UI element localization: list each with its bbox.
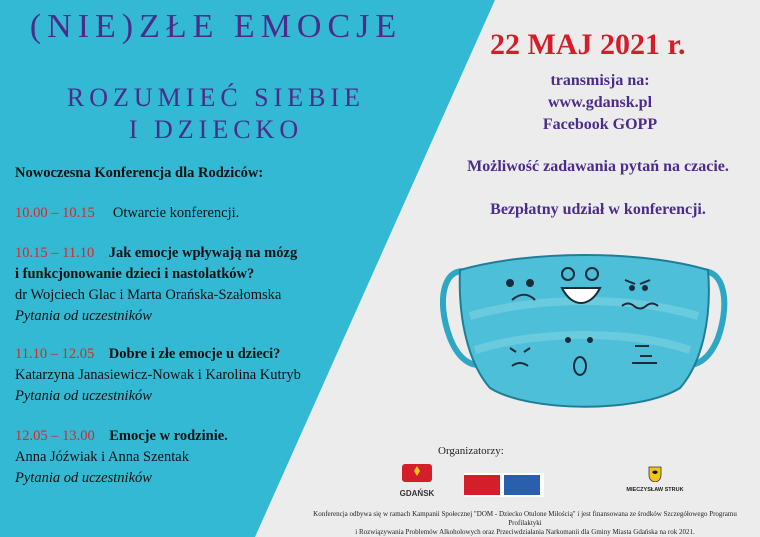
subtitle-line-1: ROZUMIEĆ SIEBIE — [66, 83, 366, 112]
broadcast-label: transmisja na: — [550, 72, 650, 89]
gdansk-logo — [392, 462, 442, 498]
agenda-speakers: Anna Jóźwiak i Anna Szentak — [15, 449, 189, 465]
subtitle-line-2: I DZIECKO — [128, 115, 304, 144]
agenda-speakers: Katarzyna Janasiewicz-Nowak i Karolina Kutryb — [15, 367, 301, 383]
agenda-time: 11.10 – 12.05 — [15, 346, 95, 362]
agenda-time: 10.00 – 10.15 — [15, 205, 95, 221]
gdansk-logo-text: GDAŃSK — [399, 489, 435, 498]
gopp-logo — [464, 473, 544, 497]
organizers-label: Organizatorzy: — [438, 445, 504, 457]
agenda-item-1 — [15, 203, 395, 224]
broadcast-facebook[interactable]: Facebook GOPP — [542, 116, 658, 133]
agenda-title: Dobre i złe emocje u dzieci? — [108, 346, 281, 362]
marshal-logo-text: MIECZYSŁAW STRUK — [626, 487, 684, 493]
gopp-logo-text-block — [504, 475, 540, 495]
mask-body — [460, 255, 709, 407]
agenda-item-4 — [15, 426, 395, 489]
agenda-item-3 — [15, 344, 395, 407]
chat-note: Możliwość zadawania pytań na czacie. — [467, 158, 729, 175]
footer-line-2: i Rozwiązywania Problemów Alkoholowych oraz Przeciwdziałania Narkomanii dla Gminy Miasta Gdańska na rok 2021. — [355, 528, 695, 536]
agenda-item-2 — [15, 243, 395, 327]
agenda-note: Pytania od uczestników — [15, 308, 152, 324]
broadcast-site[interactable]: www.gdansk.pl — [547, 94, 653, 111]
agenda-title: Otwarcie konferencji. — [112, 205, 240, 221]
agenda-time: 10.15 – 11.10 — [15, 245, 95, 261]
agenda-title: Emocje w rodzinie. — [109, 428, 228, 444]
gdansk-crest-icon — [400, 462, 434, 484]
marshal-logo — [620, 466, 690, 493]
gopp-logo-icon — [464, 475, 500, 495]
free-note: Bezpłatny udział w konferencji. — [490, 201, 706, 218]
agenda-note: Pytania od uczestników — [15, 470, 152, 486]
footer-note — [300, 510, 750, 537]
footer-line-1: Konferencja odbywa się w ramach Kampanii Społecznej "DOM - Dziecko Otulone Miłością" i jest finansowana ze środków Szczegółowego Programu Profilaktyki — [313, 510, 737, 527]
agenda-title-cont: i funkcjonowanie dzieci i nastolatków? — [15, 266, 255, 282]
agenda-speakers: dr Wojciech Glac i Marta Orańska-Szałomska — [15, 287, 282, 303]
event-date: 22 MAJ 2021 r. — [490, 28, 686, 61]
broadcast-info — [500, 70, 700, 136]
conference-heading: Nowoczesna Konferencja dla Rodziców: — [15, 165, 264, 181]
main-title: (NIE)ZŁE EMOCJE — [29, 8, 403, 45]
mask-illustration — [440, 238, 730, 418]
subtitle — [0, 82, 432, 146]
agenda-title: Jak emocje wpływają na mózg — [108, 245, 298, 261]
agenda-note: Pytania od uczestników — [15, 388, 152, 404]
agenda-time: 12.05 – 13.00 — [15, 428, 95, 444]
pomorskie-crest-icon — [648, 466, 662, 482]
